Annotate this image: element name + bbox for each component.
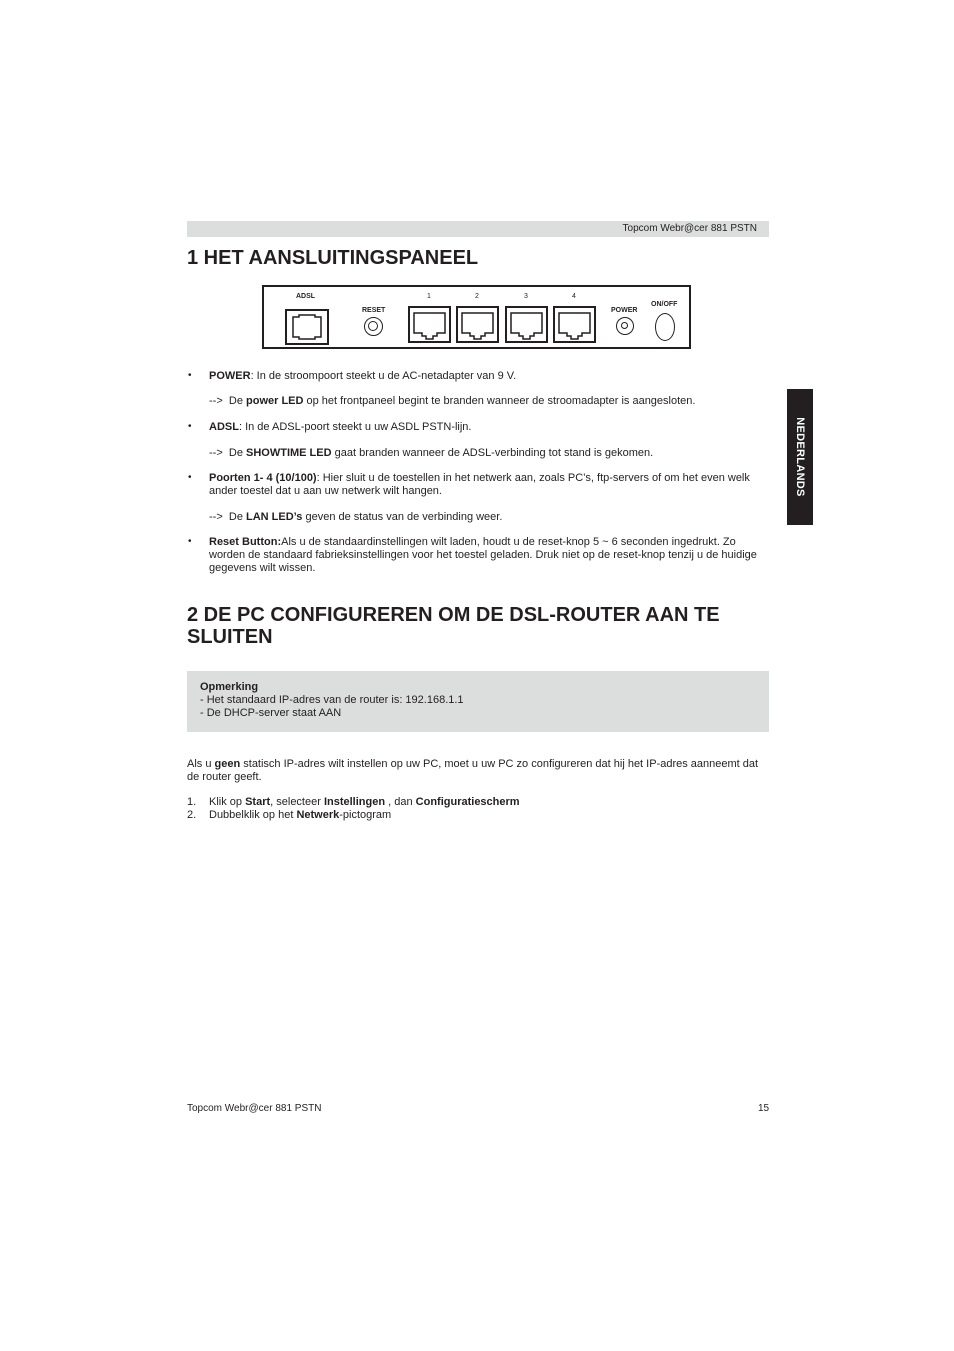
lan-port-3-icon: [505, 306, 548, 343]
bullet: •: [188, 370, 192, 381]
power-label: POWER: [611, 307, 638, 314]
section-2-title: 2 DE PC CONFIGUREREN OM DE DSL-ROUTER AAN TE SLUITEN: [187, 604, 720, 648]
bullet-adsl: ADSL: In de ADSL-poort steekt u uw ASDL PSTN-lijn.: [209, 421, 472, 433]
step-number: 1.: [187, 796, 197, 808]
onoff-switch-icon: [655, 313, 675, 341]
port-3-label: 3: [524, 293, 528, 300]
adsl-label: ADSL: [296, 293, 316, 300]
port-1-label: 1: [427, 293, 431, 300]
section-1-title: 1 HET AANSLUITINGSPANEEL: [187, 247, 479, 269]
bullet-ports: Poorten 1- 4 (10/100): Hier sluit u de toestellen in het netwerk aan, zoals PC’s, ftp-servers of om het even welk ander toestel dat u aan uw netwerk wilt hangen.: [209, 472, 750, 497]
bullet-ports-note: --> De LAN LED’s geven de status van de verbinding weer.: [209, 511, 503, 523]
bullet-reset: Reset Button:Als u de standaardinstellingen wilt laden, houdt u de reset-knop 5 ~ 6 seconden ingedrukt. Zo worden de standaard fabrieksinstellingen voor het toestel geladen. Druk niet op de reset-knop tenzij u de huidige gegevens wilt wissen.: [209, 536, 757, 574]
step-number: 2.: [187, 809, 197, 821]
step-1: Klik op Start, selecteer Instellingen , dan Configuratiescherm: [209, 796, 520, 808]
footer-product: Topcom Webr@cer 881 PSTN: [187, 1103, 322, 1114]
adsl-port-icon: [285, 309, 329, 345]
lan-port-4-icon: [553, 306, 596, 343]
bullet: •: [188, 536, 192, 547]
reset-label: RESET: [362, 307, 386, 314]
bullet-power-note: --> De power LED op het frontpaneel begint te branden wanneer de stroomadapter is aangesloten.: [209, 395, 696, 407]
language-tab-label: NEDERLANDS: [794, 417, 806, 497]
port-4-label: 4: [572, 293, 576, 300]
intro-paragraph: Als u geen statisch IP-adres wilt instellen op uw PC, moet u uw PC zo configureren dat hij het IP-adres aanneemt dat de router geeft.: [187, 758, 759, 783]
port-2-label: 2: [475, 293, 479, 300]
bullet: •: [188, 472, 192, 483]
bullet-adsl-note: --> De SHOWTIME LED gaat branden wanneer de ADSL-verbinding tot stand is gekomen.: [209, 447, 654, 459]
header-bar: [187, 221, 769, 237]
note-line: - De DHCP-server staat AAN: [200, 707, 342, 719]
connection-panel-diagram: [262, 285, 691, 349]
header-product: Topcom Webr@cer 881 PSTN: [622, 223, 757, 234]
lan-port-1-icon: [408, 306, 451, 343]
bullet: •: [188, 421, 192, 432]
onoff-label: ON/OFF: [651, 301, 678, 308]
reset-button-icon: [364, 317, 383, 336]
power-jack-icon: [616, 317, 634, 335]
language-tab: [787, 389, 813, 525]
note-title: Opmerking: [200, 681, 259, 693]
bullet-power: POWER: In de stroompoort steekt u de AC-netadapter van 9 V.: [209, 370, 517, 382]
page-number: 15: [758, 1103, 770, 1114]
lan-port-2-icon: [456, 306, 499, 343]
note-line: - Het standaard IP-adres van de router is: 192.168.1.1: [200, 694, 464, 706]
step-2: Dubbelklik op het Netwerk-pictogram: [209, 809, 392, 821]
note-box: [187, 671, 769, 732]
